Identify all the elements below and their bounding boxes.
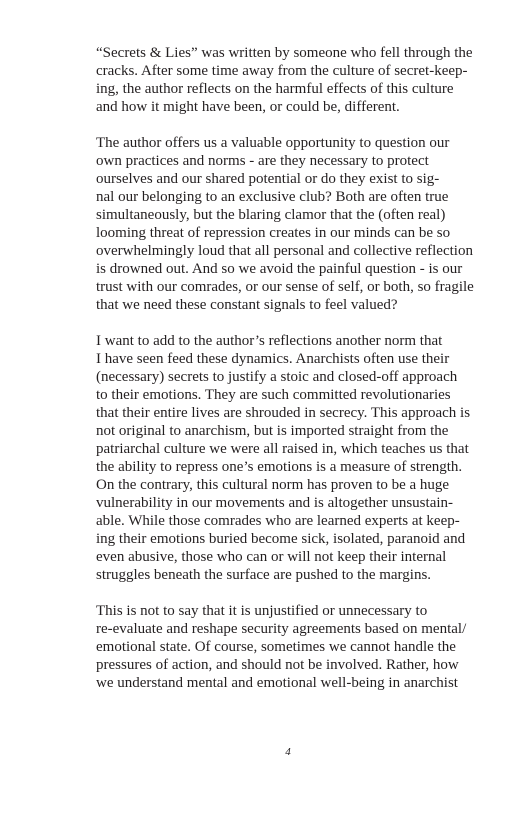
text-line: is drowned out. And so we avoid the painful question - is our	[96, 261, 463, 277]
text-line: able. While those comrades who are learned experts at keep-	[96, 513, 460, 529]
text-line: cracks. After some time away from the culture of secret-keep-	[96, 63, 468, 79]
text-line: The author offers us a valuable opportunity to question our	[96, 135, 450, 151]
text-line: ourselves and our shared potential or do they exist to sig-	[96, 171, 440, 187]
text-line: This is not to say that it is unjustified or unnecessary to	[96, 603, 428, 619]
text-line: and how it might have been, or could be, different.	[96, 99, 400, 115]
text-line: we understand mental and emotional well-being in anarchist	[96, 675, 458, 691]
text-line: re-evaluate and reshape security agreements based on mental/	[96, 621, 467, 637]
text-line: not original to anarchism, but is imported straight from the	[96, 423, 449, 439]
text-line: simultaneously, but the blaring clamor that the (often real)	[96, 207, 446, 223]
text-line: I want to add to the author’s reflections another norm that	[96, 333, 443, 349]
paragraph-3	[96, 332, 480, 584]
text-line: the ability to repress one’s emotions is a measure of strength.	[96, 459, 463, 475]
text-line: looming threat of repression creates in our minds can be so	[96, 225, 451, 241]
text-line: patriarchal culture we were all raised in, which teaches us that	[96, 441, 469, 457]
text-line: even abusive, those who can or will not keep their internal	[96, 549, 447, 565]
page-number: 4	[285, 746, 291, 758]
text-line: that we need these constant signals to feel valued?	[96, 297, 398, 313]
text-line: “Secrets & Lies” was written by someone who fell through the	[96, 45, 473, 61]
text-line: pressures of action, and should not be involved. Rather, how	[96, 657, 459, 673]
paragraph-1	[96, 44, 480, 116]
page-body	[96, 44, 480, 710]
text-line: On the contrary, this cultural norm has proven to be a huge	[96, 477, 450, 493]
text-line: trust with our comrades, or our sense of self, or both, so fragile	[96, 279, 474, 295]
text-line: (necessary) secrets to justify a stoic and closed-off approach	[96, 369, 458, 385]
text-line: ing their emotions buried become sick, isolated, paranoid and	[96, 531, 466, 547]
text-line: nal our belonging to an exclusive club? Both are often true	[96, 189, 449, 205]
text-line: own practices and norms - are they necessary to protect	[96, 153, 429, 169]
text-line: to their emotions. They are such committed revolutionaries	[96, 387, 451, 403]
text-line: emotional state. Of course, sometimes we cannot handle the	[96, 639, 456, 655]
text-line: ing, the author reflects on the harmful effects of this culture	[96, 81, 454, 97]
paragraph-4	[96, 602, 480, 692]
paragraph-2	[96, 134, 480, 314]
text-line: struggles beneath the surface are pushed to the margins.	[96, 567, 432, 583]
text-line: overwhelmingly loud that all personal and collective reflection	[96, 243, 473, 259]
text-line: I have seen feed these dynamics. Anarchists often use their	[96, 351, 450, 367]
text-line: that their entire lives are shrouded in secrecy. This approach is	[96, 405, 471, 421]
text-line: vulnerability in our movements and is altogether unsustain-	[96, 495, 454, 511]
